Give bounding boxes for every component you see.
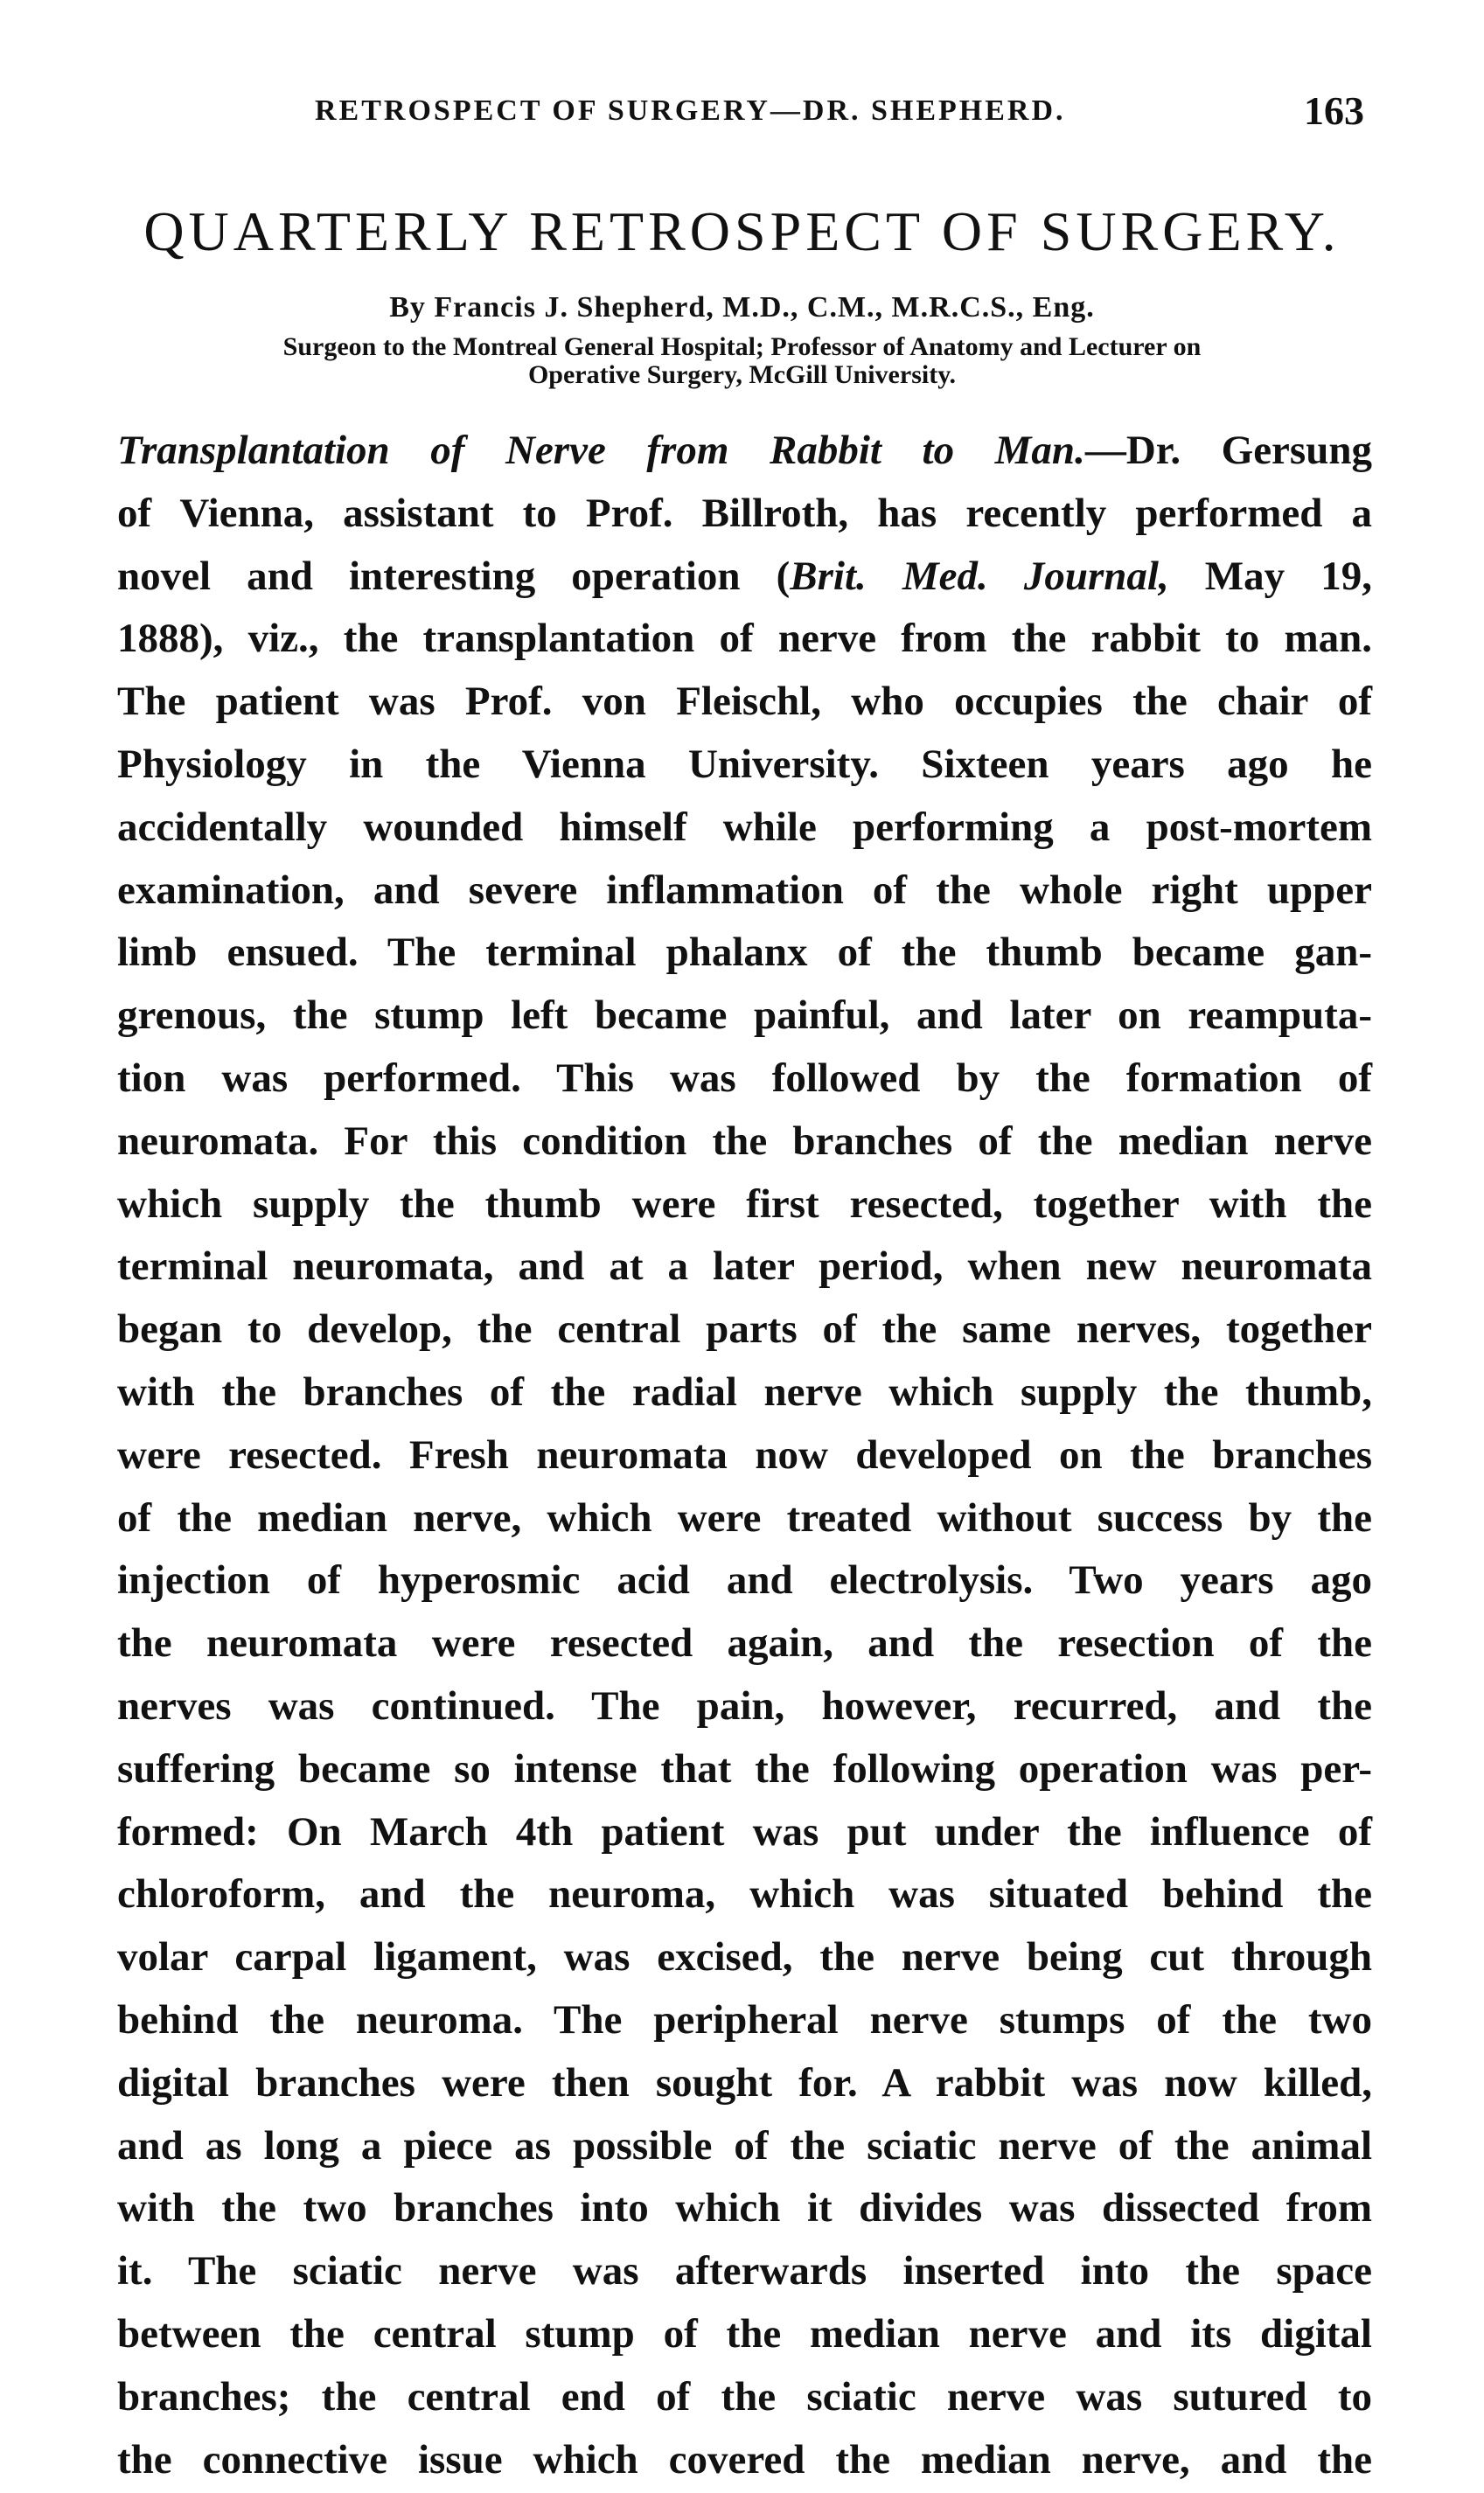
body-line: it. The sciatic nerve was afterwards inserted into the space bbox=[117, 2248, 1372, 2295]
body-text bbox=[117, 420, 1372, 2491]
body-line: The patient was Prof. von Fleischl, who occupies the chair of bbox=[117, 679, 1372, 725]
author-affiliation bbox=[0, 333, 1484, 389]
body-line: with the two branches into which it divides was dissected from bbox=[117, 2185, 1372, 2232]
affiliation-line: Operative Surgery, McGill University. bbox=[527, 360, 957, 389]
body-line: of Vienna, assistant to Prof. Billroth, has recently performed a bbox=[117, 490, 1372, 536]
running-title: RETROSPECT OF SURGERY—DR. SHEPHERD. bbox=[315, 94, 1066, 127]
body-line: branches; the central end of the sciatic nerve was sutured to bbox=[117, 2373, 1372, 2420]
author-byline: By Francis J. Shepherd, M.D., C.M., M.R.C.S., Eng. bbox=[389, 291, 1095, 324]
body-line: formed: On March 4th patient was put under the influence of bbox=[117, 1808, 1372, 1855]
page-number: 163 bbox=[1304, 88, 1364, 133]
body-line: the connective issue which covered the median nerve, and the bbox=[117, 2436, 1372, 2483]
body-line: accidentally wounded himself while performing a post-mortem bbox=[117, 804, 1372, 850]
body-line: terminal neuromata, and at a later period, when new neuromata bbox=[117, 1243, 1372, 1290]
body-line: 1888), viz., the transplantation of nerve from the rabbit to man. bbox=[117, 616, 1372, 662]
journal-citation: Brit. Med. Journal, bbox=[790, 553, 1169, 599]
body-line-text: novel and interesting operation ( bbox=[117, 553, 791, 599]
section-heading: Transplantation of Nerve from Rabbit to Man. bbox=[117, 428, 1085, 473]
affiliation-line: Surgeon to the Montreal General Hospital; Professor of Anatomy and Lecturer on bbox=[282, 332, 1202, 361]
body-line: grenous, the stump left became painful, and later on reamputa- bbox=[117, 992, 1372, 1039]
body-line: volar carpal ligament, was excised, the nerve being cut through bbox=[117, 1934, 1372, 1981]
body-line: digital branches were then sought for. A rabbit was now killed, bbox=[117, 2059, 1372, 2106]
body-line: neuromata. For this condition the branches of the median nerve bbox=[117, 1118, 1372, 1164]
body-line: Physiology in the Vienna University. Sixteen years ago he bbox=[117, 741, 1372, 787]
body-line: examination, and severe inflammation of the whole right upper bbox=[117, 867, 1372, 913]
body-line-text: —Dr. Gersung bbox=[1084, 428, 1372, 473]
body-line: nerves was continued. The pain, however, recurred, and the bbox=[117, 1682, 1372, 1729]
body-line: were resected. Fresh neuromata now developed on the branches bbox=[117, 1431, 1372, 1478]
body-line bbox=[117, 546, 1372, 609]
body-line: and as long a piece as possible of the sciatic nerve of the animal bbox=[117, 2122, 1372, 2169]
body-line: suffering became so intense that the following operation was per- bbox=[117, 1745, 1372, 1792]
body-line: the neuromata were resected again, and the resection of the bbox=[117, 1620, 1372, 1667]
body-line: tion was performed. This was followed by the formation of bbox=[117, 1055, 1372, 1101]
body-line: chloroform, and the neuroma, which was situated behind the bbox=[117, 1871, 1372, 1918]
running-head bbox=[122, 87, 1364, 140]
body-line-text: May 19, bbox=[1168, 553, 1372, 599]
body-line: injection of hyperosmic acid and electrolysis. Two years ago bbox=[117, 1557, 1372, 1604]
body-line bbox=[117, 420, 1372, 483]
body-line: of the median nerve, which were treated without success by the bbox=[117, 1494, 1372, 1541]
body-line: began to develop, the central parts of the same nerves, together bbox=[117, 1306, 1372, 1353]
article-title: QUARTERLY RETROSPECT OF SURGERY. bbox=[143, 200, 1341, 262]
body-line: behind the neuroma. The peripheral nerve stumps of the two bbox=[117, 1996, 1372, 2043]
body-line: with the branches of the radial nerve which supply the thumb, bbox=[117, 1368, 1372, 1415]
body-line: which supply the thumb were first resected, together with the bbox=[117, 1180, 1372, 1227]
body-line: limb ensued. The terminal phalanx of the thumb became gan- bbox=[117, 930, 1372, 976]
body-line: between the central stump of the median nerve and its digital bbox=[117, 2310, 1372, 2357]
